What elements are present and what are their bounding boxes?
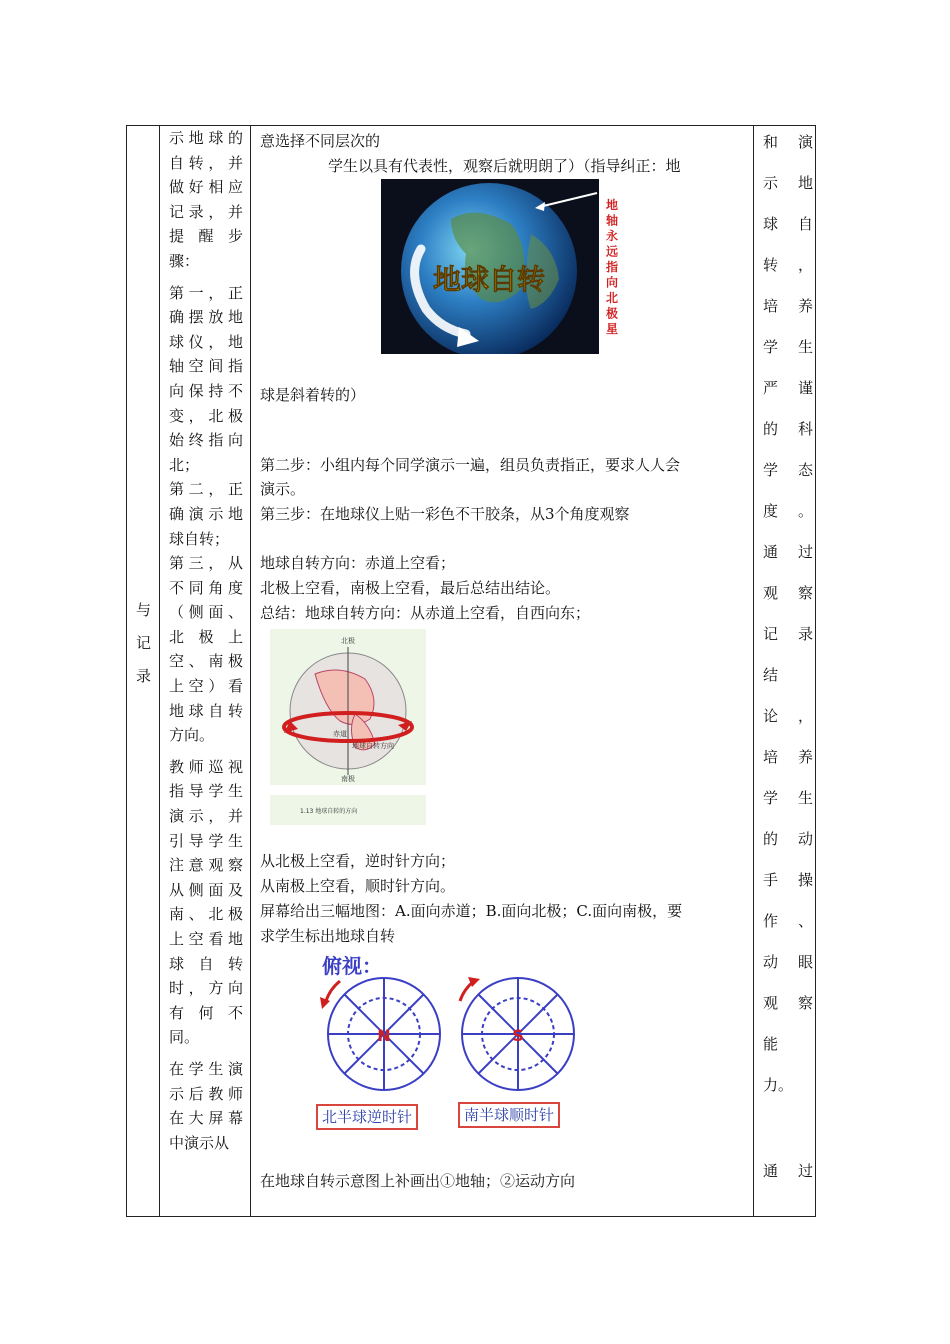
content-line: 地球自转方向：赤道上空看； (260, 554, 456, 572)
stage-label-char: 与 (135, 601, 151, 619)
teacher-text-block: 第二，正确演示地球自转； (169, 480, 243, 548)
intent-char: 态 (798, 461, 814, 479)
overhead-view-diagram (308, 951, 578, 1101)
intent-char: 的 (763, 420, 779, 438)
north-pole-label: 北极 (341, 637, 355, 645)
axis-label-char: 地 (605, 198, 619, 212)
intent-char: 动 (798, 830, 814, 848)
intent-char (798, 1074, 813, 1095)
earth-rotation-photo (381, 179, 621, 354)
intent-char: 察 (798, 584, 814, 602)
intent-char: 养 (798, 297, 814, 315)
intent-row (763, 910, 813, 931)
north-hemisphere-caption: 北半球逆时针 (316, 1104, 418, 1130)
intent-row (763, 787, 813, 808)
content-line: 意选择不同层次的 (260, 132, 381, 150)
intent-char (798, 664, 813, 685)
intent-char: 自 (798, 215, 814, 233)
intent-char: 的 (763, 830, 779, 848)
north-pole-center: N (377, 1026, 391, 1045)
intent-row (763, 336, 813, 357)
intent-char: 通 (763, 543, 779, 561)
teacher-text-block: 第三，从不同角度（侧面、北极上空、南极上空）看地球自转方向。 (169, 554, 243, 745)
intent-char: 严 (763, 379, 779, 397)
intent-row (763, 1160, 813, 1181)
intent-char: 。 (798, 502, 814, 520)
intent-char: 培 (763, 748, 779, 766)
intent-char: 培 (763, 297, 779, 315)
intent-row (763, 254, 813, 275)
intent-char: 生 (798, 789, 814, 807)
axis-label-char: 极 (605, 306, 619, 321)
figure-caption: 1.13 地球自转的方向 (300, 808, 358, 815)
intent-char: 转 (763, 256, 779, 274)
content-line: 第二步：小组内每个同学演示一遍，组员负责指正，要求人人会 (260, 456, 681, 474)
teacher-activity-cell (169, 126, 243, 1155)
stage-label (127, 594, 160, 693)
intent-row (763, 295, 813, 316)
intent-row (763, 869, 813, 890)
content-line: 球是斜着转的） (260, 386, 366, 404)
intent-char: 和 (763, 133, 779, 151)
intent-char: 观 (763, 584, 779, 602)
intent-char: 谨 (798, 379, 814, 397)
intent-char (798, 1033, 813, 1054)
intent-char: 演 (798, 133, 814, 151)
earth-axis-label (605, 197, 618, 336)
intent-char: 学 (763, 461, 779, 479)
intent-char: 观 (763, 994, 779, 1012)
intent-char: ， (798, 707, 814, 725)
axis-label-char: 星 (605, 322, 619, 336)
intent-char: 论 (763, 707, 779, 725)
intent-char: ， (798, 256, 814, 274)
intent-char: 作 (763, 912, 779, 930)
intent-char: 学 (763, 789, 779, 807)
content-line: 在地球自转示意图上补画出①地轴；②运动方向 (260, 1172, 576, 1190)
column-divider (250, 126, 251, 1216)
teacher-text-block: 教师巡视指导学生演示，并引导学生注意观察从侧面及南、北极上空看地球自转时，方向有何不同。 (169, 757, 243, 1047)
intent-char: 生 (798, 338, 814, 356)
intent-char: 操 (798, 871, 814, 889)
intent-row (763, 172, 813, 193)
intent-row (763, 1033, 813, 1054)
intent-row (763, 1074, 813, 1095)
content-line: 从南极上空看，顺时针方向。 (260, 877, 456, 895)
intent-char: 力。 (763, 1076, 794, 1094)
axis-label-char: 北 (605, 291, 619, 305)
intent-row (763, 459, 813, 480)
intent-char: 录 (798, 625, 814, 643)
axis-label-char: 轴 (605, 213, 619, 228)
intent-row (763, 131, 813, 152)
intent-char: 通 (763, 1162, 779, 1180)
intent-char: 记 (763, 625, 779, 643)
content-line: 屏幕给出三幅地图：A.面向赤道；B.面向北极；C.面向南极，要 (260, 902, 683, 920)
intent-row (763, 500, 813, 521)
axis-label-char: 指 (605, 260, 619, 274)
axis-label-char: 向 (605, 275, 619, 290)
intent-row (763, 951, 813, 972)
intent-char: 手 (763, 871, 779, 889)
intent-char: 过 (798, 543, 814, 561)
intent-char: 球 (763, 215, 779, 233)
intent-char: 养 (798, 748, 814, 766)
teacher-text-block: 在学生演示后教师在大屏幕中演示从 (169, 1059, 243, 1152)
equator-label: 赤道 (333, 730, 347, 738)
rotation-arrow-label: 地球自转方向 (352, 742, 394, 750)
intent-char: 、 (798, 912, 814, 930)
rotation-direction-figure (270, 629, 426, 829)
intent-row (763, 828, 813, 849)
intent-row (763, 664, 813, 685)
intent-char: 学 (763, 338, 779, 356)
content-line: 演示。 (260, 480, 306, 498)
intent-row (763, 377, 813, 398)
axis-label-char: 永 (605, 229, 619, 243)
intent-char: 示 (763, 174, 779, 192)
teacher-text-block: 示地球的自转，并做好相应记录，并提醒步骤： (169, 129, 243, 270)
intent-char: 察 (798, 994, 814, 1012)
content-line: 北极上空看，南极上空看，最后总结出结论。 (260, 579, 561, 597)
teacher-text-block: 第一，正确摆放地球仪，地轴空间指向保持不变，北极始终指向北； (169, 283, 243, 474)
lesson-table (126, 125, 816, 1217)
stage-label-char: 记 (135, 634, 151, 652)
overhead-title: 俯视： (322, 954, 382, 978)
stage-label-char: 录 (135, 667, 151, 685)
axis-label-char: 远 (605, 244, 619, 259)
content-line: 总结：地球自转方向：从赤道上空看，自西向东； (260, 604, 591, 622)
content-line: 求学生标出地球自转 (260, 927, 396, 945)
column-divider (753, 126, 754, 1216)
globe-title: 地球自转 (432, 263, 546, 296)
intent-char: 结 (763, 666, 779, 684)
intent-row (763, 418, 813, 439)
content-line: 学生以具有代表性，观察后就明朗了）（指导纠正：地 (328, 157, 681, 175)
intent-row (763, 213, 813, 234)
south-hemisphere-caption: 南半球顺时针 (458, 1102, 560, 1128)
intent-row (763, 992, 813, 1013)
intent-char: 眼 (798, 953, 814, 971)
intent-char: 地 (798, 174, 814, 192)
intent-char: 过 (798, 1162, 814, 1180)
intent-row (763, 582, 813, 603)
intent-char: 科 (798, 420, 814, 438)
intent-row (763, 705, 813, 726)
stage-label-cell (127, 126, 160, 1216)
intent-row (763, 541, 813, 562)
south-pole-label: 南极 (341, 775, 355, 783)
intent-row (763, 623, 813, 644)
intent-char: 度 (763, 502, 779, 520)
intent-char: 能 (763, 1035, 779, 1053)
intent-char: 动 (763, 953, 779, 971)
south-pole-center: S (512, 1026, 524, 1045)
content-line: 第三步：在地球仪上贴一彩色不干胶条，从3个角度观察 (260, 505, 630, 523)
content-line: 从北极上空看，逆时针方向； (260, 852, 456, 870)
intent-row (763, 746, 813, 767)
